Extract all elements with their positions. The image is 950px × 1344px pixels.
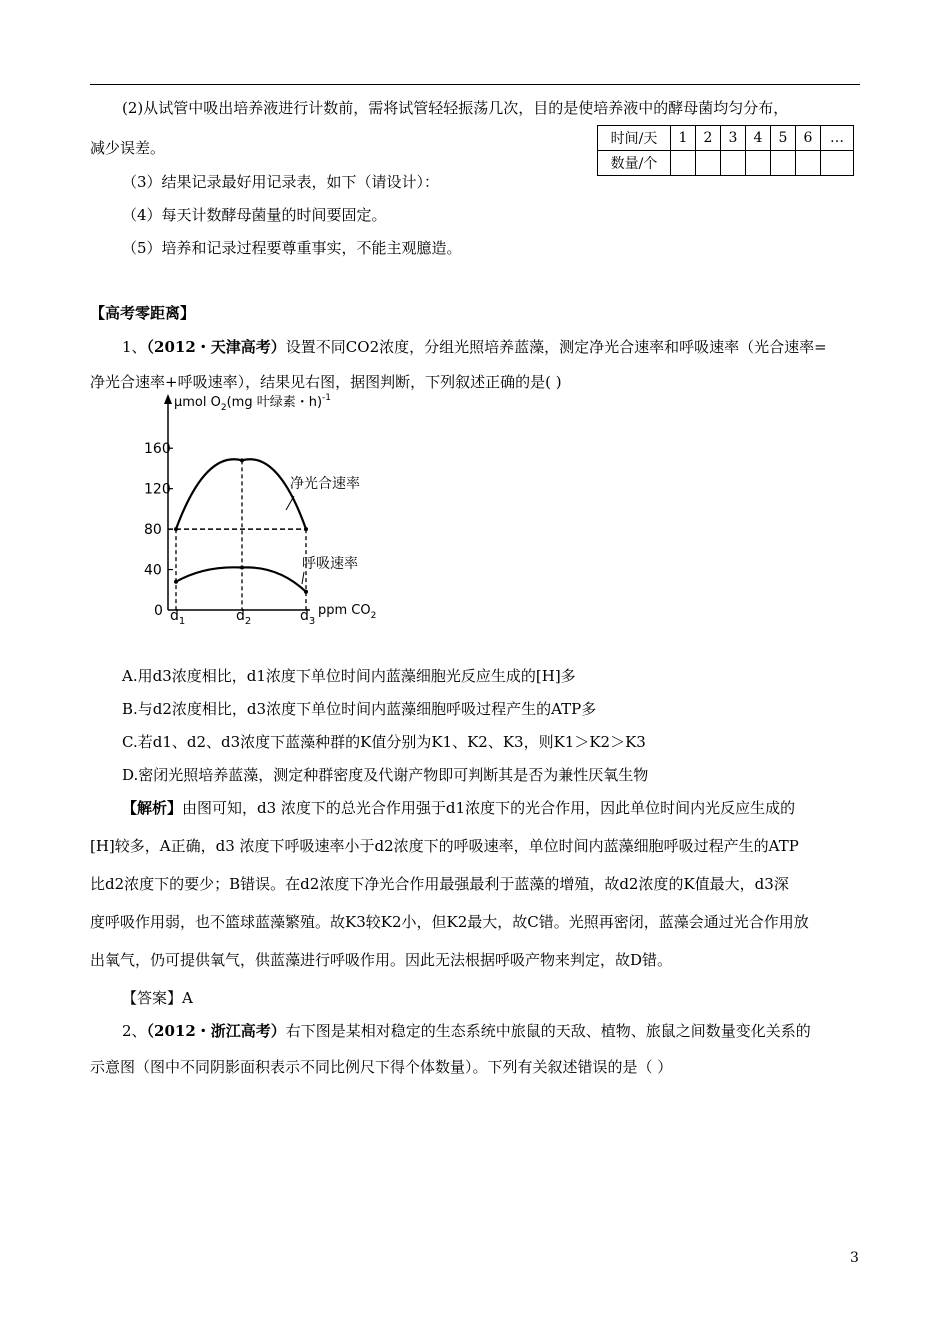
header-rule bbox=[90, 84, 860, 85]
table-header-cell: 时间/天 bbox=[598, 126, 671, 151]
table-cell bbox=[796, 151, 821, 176]
table-cell: … bbox=[821, 126, 854, 151]
x-tick-label: $d_1$ bbox=[170, 608, 186, 627]
table-cell: 2 bbox=[696, 126, 721, 151]
y-tick-label: 40 bbox=[144, 562, 162, 579]
table-cell: 5 bbox=[771, 126, 796, 151]
data-point bbox=[304, 527, 308, 531]
table-row bbox=[598, 151, 854, 176]
table-cell bbox=[696, 151, 721, 176]
table-cell: 4 bbox=[746, 126, 771, 151]
y-axis-arrow bbox=[164, 394, 172, 404]
table-cell bbox=[671, 151, 696, 176]
series-leader-line bbox=[286, 496, 294, 510]
y-tick-label: 0 bbox=[154, 603, 163, 619]
series-line bbox=[176, 567, 306, 591]
question-1-stem bbox=[122, 337, 827, 357]
question-number: 2、 bbox=[122, 1022, 147, 1040]
y-tick-label: 160 bbox=[144, 441, 171, 458]
data-point bbox=[174, 580, 178, 584]
answer: 【答案】A bbox=[122, 989, 193, 1007]
page-number: 3 bbox=[850, 1250, 859, 1266]
option-a: A.用d3浓度相比，d1浓度下单位时间内蓝藻细胞光反应生成的[H]多 bbox=[122, 667, 576, 685]
question-source: （2012・天津高考） bbox=[146, 338, 286, 356]
rate-chart bbox=[140, 388, 400, 628]
question-2-stem bbox=[122, 1021, 811, 1041]
analysis-line: 度呼吸作用弱，也不篮球蓝藻繁殖。故K3较K2小，但K2最大，故C错。光照再密闭，蓝藻会通过光合作用放 bbox=[90, 913, 809, 931]
option-b: B.与d2浓度相比，d3浓度下单位时间内蓝藻细胞呼吸过程产生的ATP多 bbox=[122, 700, 597, 718]
data-point bbox=[240, 458, 244, 462]
question-2-stem-cont: 示意图（图中不同阴影面积表示不同比例尺下得个体数量）。下列有关叙述错误的是（ ） bbox=[90, 1058, 673, 1076]
y-tick-label: 80 bbox=[144, 522, 162, 539]
question-source: （2012・浙江高考） bbox=[146, 1022, 286, 1040]
analysis-line bbox=[122, 798, 795, 818]
table-row bbox=[598, 126, 854, 151]
table-cell: 6 bbox=[796, 126, 821, 151]
question-text: 右下图是某相对稳定的生态系统中旅鼠的天敌、植物、旅鼠之间数量变化关系的 bbox=[285, 1022, 811, 1040]
text-line: (2)从试管中吸出培养液进行计数前，需将试管轻轻振荡几次，目的是使培养液中的酵母菌均匀分布， bbox=[122, 99, 789, 117]
table-header-cell: 数量/个 bbox=[598, 151, 671, 176]
y-tick-label: 120 bbox=[144, 481, 171, 498]
question-1-stem-cont: 净光合速率+呼吸速率），结果见右图，据图判断，下列叙述正确的是( ) bbox=[90, 373, 562, 391]
record-table bbox=[597, 125, 854, 176]
data-point bbox=[174, 527, 178, 531]
x-axis-label: ppm $CO_2$ bbox=[318, 603, 377, 621]
option-d: D.密闭光照培养蓝藻，测定种群密度及代谢产物即可判断其是否为兼性厌氧生物 bbox=[122, 766, 649, 784]
question-number: 1、 bbox=[122, 338, 147, 356]
table-cell bbox=[771, 151, 796, 176]
question-text: 设置不同CO2浓度，分组光照培养蓝藻，测定净光合速率和呼吸速率（光合速率= bbox=[285, 338, 827, 356]
table-cell bbox=[821, 151, 854, 176]
analysis-line: [H]较多，A正确，d3 浓度下呼吸速率小于d2浓度下的呼吸速率，单位时间内蓝藻细胞呼吸过程产生的ATP bbox=[90, 837, 799, 855]
text-line: （4）每天计数酵母菌量的时间要固定。 bbox=[122, 206, 387, 224]
analysis-line: 出氧气，仍可提供氧气，供蓝藻进行呼吸作用。因此无法根据呼吸产物来判定，故D错。 bbox=[90, 951, 673, 969]
series-line bbox=[176, 459, 306, 529]
text-line: （5）培养和记录过程要尊重事实，不能主观臆造。 bbox=[122, 239, 462, 257]
table-cell bbox=[721, 151, 746, 176]
analysis-line: 比d2浓度下的要少；B错误。在d2浓度下净光合作用最强最利于蓝藻的增殖，故d2浓度的K值最大，d3深 bbox=[90, 875, 789, 893]
series-label: 呼吸速率 bbox=[302, 556, 358, 572]
table-cell: 3 bbox=[721, 126, 746, 151]
series-leader-line bbox=[302, 572, 304, 584]
text-line: 减少误差。 bbox=[90, 139, 166, 157]
text-line: （3）结果记录最好用记录表，如下（请设计）： bbox=[122, 173, 440, 191]
table-cell bbox=[746, 151, 771, 176]
option-c: C.若d1、d2、d3浓度下蓝藻种群的K值分别为K1、K2、K3，则K1＞K2＞K3 bbox=[122, 733, 646, 751]
y-axis-label: μmol $O_2(mg$ 叶绿素・h)$^{-1}$ bbox=[174, 393, 332, 413]
data-point bbox=[304, 590, 308, 594]
series-label: 净光合速率 bbox=[290, 476, 360, 492]
data-point bbox=[240, 566, 244, 570]
analysis-text: 由图可知，d3 浓度下的总光合作用强于d1浓度下的光合作用，因此单位时间内光反应生成的 bbox=[182, 799, 796, 817]
analysis-label: 【解析】 bbox=[122, 799, 183, 817]
table-cell: 1 bbox=[671, 126, 696, 151]
x-tick-label: $d_3$ bbox=[300, 608, 316, 627]
section-title: 【高考零距离】 bbox=[90, 304, 196, 322]
x-tick-label: $d_2$ bbox=[236, 608, 252, 627]
